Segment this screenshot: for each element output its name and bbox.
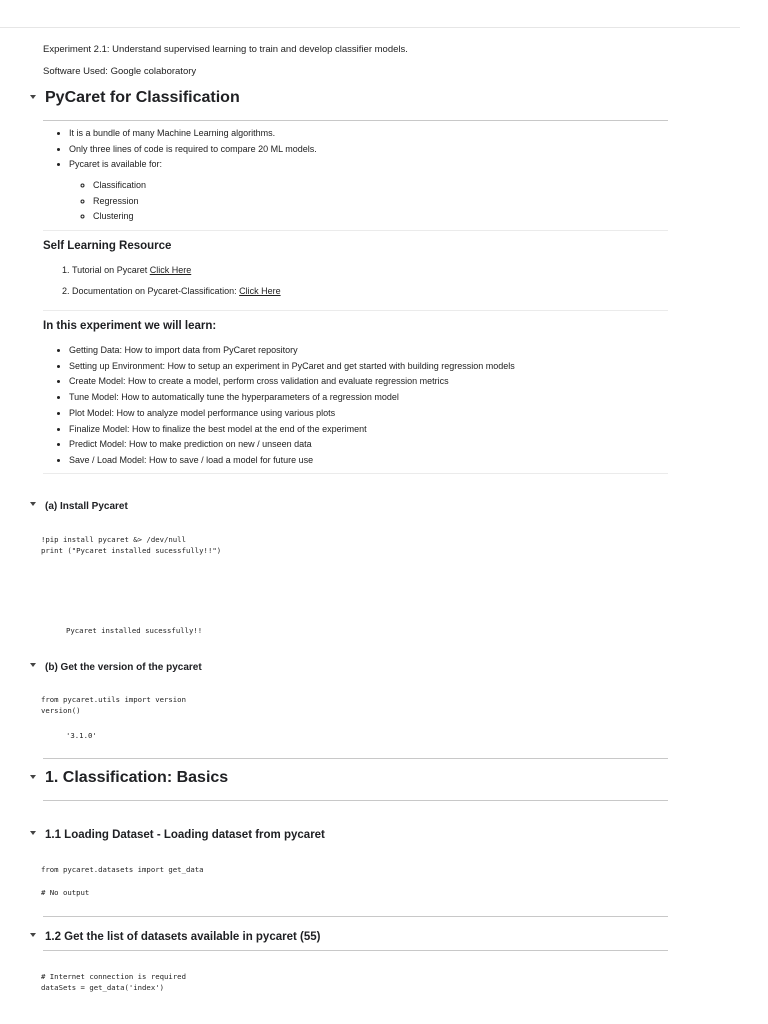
code-cell-version[interactable]: from pycaret.utils import version version()	[41, 695, 186, 715]
section-loading-header[interactable]	[30, 825, 325, 843]
collapse-caret-icon[interactable]	[30, 933, 36, 937]
list-item: ◦ Regression	[93, 194, 146, 210]
pycaret-sub-bullets	[81, 178, 146, 225]
experiment-title: Experiment 2.1: Understand supervised learning to train and develop classifier models.	[43, 44, 408, 55]
divider	[43, 758, 668, 759]
collapse-caret-icon[interactable]	[30, 502, 36, 506]
cell-divider	[43, 473, 668, 474]
collapse-caret-icon[interactable]	[30, 663, 36, 667]
section-title: PyCaret for Classification	[45, 89, 240, 106]
list-item: 2. Documentation on Pycaret-Classification: Click Here	[72, 283, 281, 300]
section-title: 1.1 Loading Dataset - Loading dataset from pycaret	[45, 829, 325, 841]
pycaret-bullets	[57, 126, 317, 173]
list-item: • Only three lines of code is required to compare 20 ML models.	[69, 142, 317, 158]
divider	[43, 120, 668, 121]
list-item: • Create Model: How to create a model, perform cross validation and evaluate regression metrics	[69, 374, 515, 390]
list-item: • Setting up Environment: How to setup an experiment in PyCaret and get started with building regression models	[69, 359, 515, 375]
list-item: • Tune Model: How to automatically tune the hyperparameters of a regression model	[69, 390, 515, 406]
section-title: (a) Install Pycaret	[45, 501, 128, 512]
list-item: • It is a bundle of many Machine Learning algorithms.	[69, 126, 317, 142]
learn-title: In this experiment we will learn:	[43, 320, 217, 332]
section-version-header[interactable]	[30, 657, 202, 675]
output-install: Pycaret installed sucessfully!!	[66, 626, 203, 635]
list-item: • Plot Model: How to analyze model performance using various plots	[69, 406, 515, 422]
divider	[43, 800, 668, 801]
output-version: '3.1.0'	[66, 731, 97, 740]
code-comment: # No output	[41, 888, 90, 897]
section-datasets-header[interactable]	[30, 927, 320, 945]
code-cell-datasets[interactable]: # Internet connection is required dataSets = get_data('index')	[41, 972, 186, 992]
collapse-caret-icon[interactable]	[30, 775, 36, 779]
list-item: ◦ Classification	[93, 178, 146, 194]
section-title: 1. Classification: Basics	[45, 769, 229, 786]
code-cell-install[interactable]: !pip install pycaret &> /dev/null print ("Pycaret installed sucessfully!!")	[41, 535, 222, 555]
section-pycaret-header[interactable]	[30, 89, 240, 107]
list-item: • Getting Data: How to import data from PyCaret repository	[69, 343, 515, 359]
divider	[43, 950, 668, 951]
list-item: 1. Tutorial on Pycaret Click Here	[72, 262, 281, 279]
collapse-caret-icon[interactable]	[30, 831, 36, 835]
learn-list	[57, 343, 515, 469]
list-item: • Pycaret is available for:	[69, 157, 317, 173]
notebook-toolbar	[0, 0, 740, 28]
cell-divider	[43, 310, 668, 311]
documentation-link[interactable]: Click Here	[239, 286, 281, 296]
section-title: (b) Get the version of the pycaret	[45, 662, 202, 673]
section-basics-header[interactable]	[30, 769, 228, 787]
section-title: 1.2 Get the list of datasets available in pycaret (55)	[45, 931, 321, 943]
collapse-caret-icon[interactable]	[30, 95, 36, 99]
list-item: • Finalize Model: How to finalize the best model at the end of the experiment	[69, 422, 515, 438]
section-install-header[interactable]	[30, 496, 128, 514]
software-used: Software Used: Google colaboratory	[43, 66, 197, 77]
list-item: • Predict Model: How to make prediction on new / unseen data	[69, 437, 515, 453]
list-item: ◦ Clustering	[93, 209, 146, 225]
code-cell-loading[interactable]: from pycaret.datasets import get_data	[41, 865, 204, 874]
tutorial-link[interactable]: Click Here	[149, 265, 192, 275]
cell-divider	[43, 230, 668, 231]
list-item: • Save / Load Model: How to save / load a model for future use	[69, 453, 515, 469]
divider	[43, 916, 668, 917]
self-learning-list	[57, 262, 281, 300]
self-learning-title: Self Learning Resource	[43, 240, 172, 252]
